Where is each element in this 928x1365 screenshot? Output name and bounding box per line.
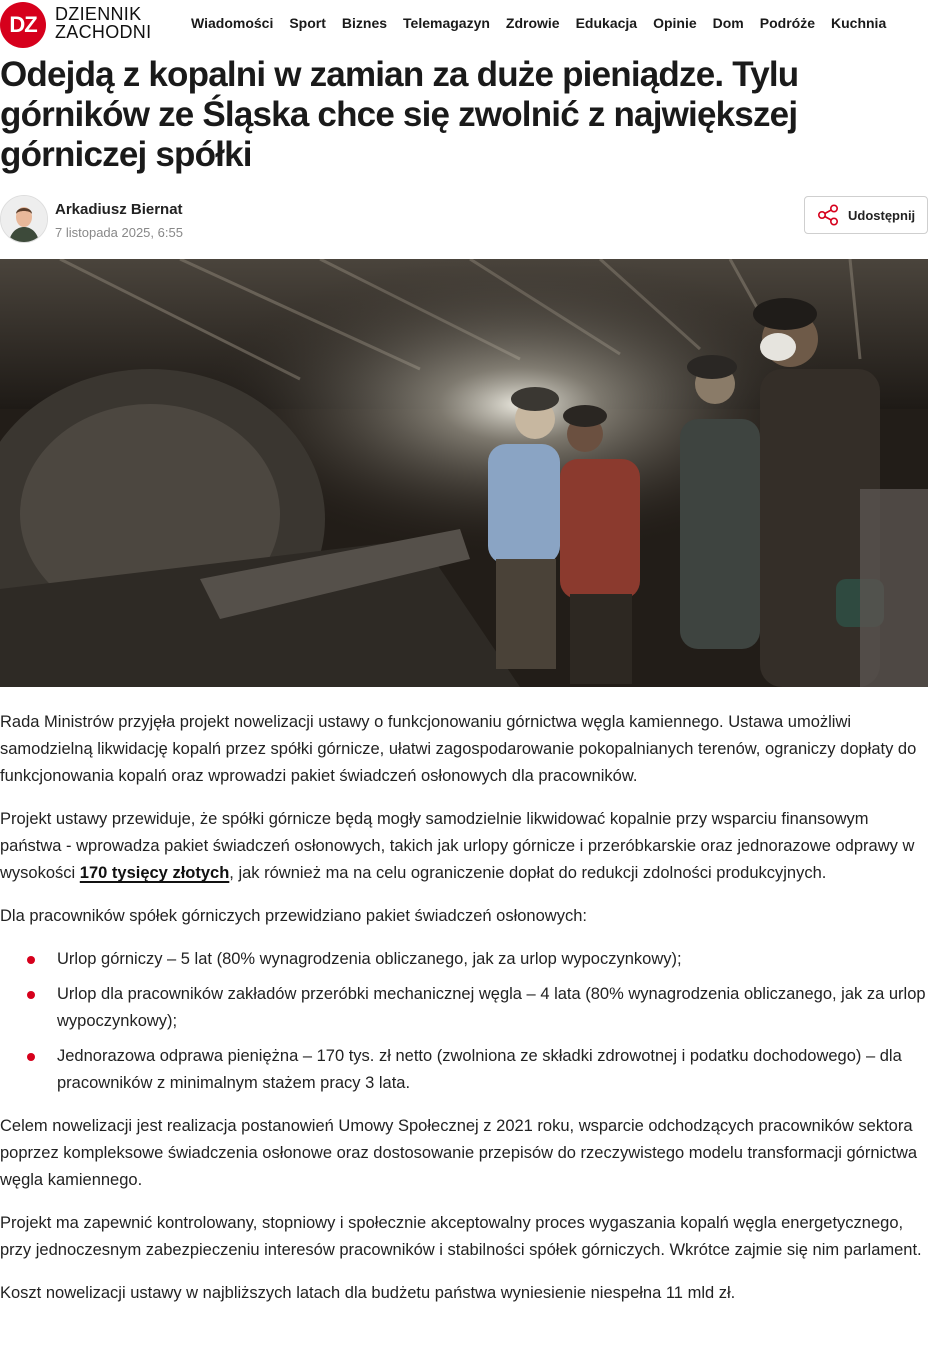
site-logo[interactable] — [0, 1, 150, 47]
share-label: Udostępnij — [848, 207, 916, 223]
paragraph-2-text-a: Projekt ustawy przewiduje, że spółki górnicze będą mogły samodzielnie likwidować kopalnie przy wsparciu finansowym państwa - wprowadza pakiet świadczeń osłonowych, takich jak urlopy górnicze i przeróbkarskie oraz jednorazowe odprawy w wysokości — [0, 810, 915, 882]
paragraph-2 — [0, 806, 928, 887]
share-button[interactable] — [804, 196, 928, 234]
hero-image[interactable] — [0, 259, 928, 687]
bullet-icon — [27, 991, 35, 999]
paragraph-1: Rada Ministrów przyjęła projekt nowelizacji ustawy o funkcjonowaniu górnictwa węgla kamiennego. Ustawa umożliwi samodzielną likwidację kopalń przez spółki górnicze, ułatwi zagospodarowanie pokopalnianych terenów, ograniczy dopłaty do funkcjonowania kopalń oraz wprowadzi pakiet świadczeń osłonowych dla pracowników. — [0, 713, 917, 785]
benefits-list — [0, 946, 928, 1097]
list-item-text: Urlop górniczy – 5 lat (80% wynagrodzenia obliczanego, jak za urlop wypoczynkowy); — [57, 950, 682, 968]
main-nav — [191, 15, 902, 31]
avatar-image — [1, 196, 47, 242]
logo-wordmark — [55, 5, 151, 41]
list-item — [0, 1043, 928, 1097]
share-icon — [817, 204, 839, 226]
paragraph-2-text-b: , jak również ma na celu ograniczenie dopłat do redukcji zdolności produkcyjnych. — [229, 864, 827, 882]
nav-item-zdrowie[interactable]: Zdrowie — [505, 15, 560, 31]
nav-item-kuchnia[interactable]: Kuchnia — [831, 15, 887, 31]
author-avatar[interactable] — [0, 195, 48, 243]
amount-link[interactable]: 170 tysięcy złotych — [79, 864, 230, 882]
article-headline: Odejdą z kopalni w zamian za duże pieniądze. Tylu górników ze Śląska chce się zwolnić z największej górniczej spółki — [0, 55, 799, 174]
miners-photo — [0, 259, 928, 687]
nav-item-podroze[interactable]: Podróże — [759, 15, 815, 31]
nav-item-telemagazyn[interactable]: Telemagazyn — [403, 15, 490, 31]
bullet-icon — [27, 1053, 35, 1061]
logo-line-2: ZACHODNI — [55, 22, 152, 42]
paragraph-6: Koszt nowelizacji ustawy w najbliższych latach dla budżetu państwa wyniesienie niespełna 11 mld zł. — [0, 1284, 736, 1302]
bullet-icon — [27, 956, 35, 964]
byline — [0, 195, 928, 247]
nav-item-edukacja[interactable]: Edukacja — [575, 15, 638, 31]
nav-item-biznes[interactable]: Biznes — [341, 15, 388, 31]
paragraph-5: Projekt ma zapewnić kontrolowany, stopniowy i społecznie akceptowalny proces wygaszania kopalń węgla energetycznego, przy jednoczesnym zabezpieczeniu interesów pracowników i stabilności spółek górniczych. Wkrótce zajmie się nim parlament. — [0, 1214, 922, 1259]
nav-item-opinie[interactable]: Opinie — [653, 15, 697, 31]
list-item-text: Jednorazowa odprawa pieniężna – 170 tys. zł netto (zwolniona ze składki zdrowotnej i podatku dochodowego) – dla pracowników z minimalnym stażem pracy 3 lata. — [57, 1047, 902, 1092]
nav-item-dom[interactable]: Dom — [712, 15, 744, 31]
article-body — [0, 709, 928, 1323]
top-bar — [0, 0, 928, 50]
logo-line-1: DZIENNIK — [55, 4, 142, 24]
nav-item-wiadomosci[interactable]: Wiadomości — [191, 15, 274, 31]
list-item-text: Urlop dla pracowników zakładów przeróbki mechanicznej węgla – 4 lata (80% wynagrodzenia obliczanego, jak za urlop wypoczynkowy); — [57, 985, 926, 1030]
publish-date: 7 listopada 2025, 6:55 — [55, 225, 183, 240]
author-name[interactable]: Arkadiusz Biernat — [55, 201, 183, 218]
paragraph-3: Dla pracowników spółek górniczych przewidziano pakiet świadczeń osłonowych: — [0, 907, 587, 925]
logo-badge: DZ — [0, 2, 46, 48]
nav-item-sport[interactable]: Sport — [289, 15, 326, 31]
paragraph-4: Celem nowelizacji jest realizacja postanowień Umowy Społecznej z 2021 roku, wsparcie odchodzących pracowników sektora poprzez kompleksowe świadczenia osłonowe oraz dostosowanie przepisów do rzeczywistego modelu transformacji górnictwa węgla kamiennego. — [0, 1117, 918, 1189]
list-item — [0, 946, 928, 973]
list-item — [0, 981, 928, 1035]
